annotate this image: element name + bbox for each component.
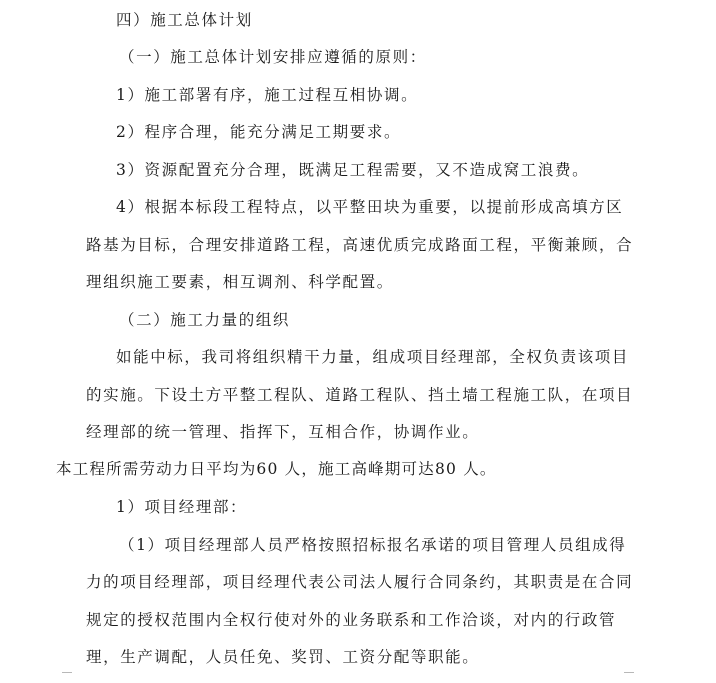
paragraph-line: 经理部的统一管理、指挥下，互相合作，协调作业。 (86, 423, 480, 441)
list-item: 1）项目经理部： (116, 498, 248, 516)
paragraph-line: 规定的授权范围内全权行使对外的业务联系和工作洽谈，对内的行政管 (86, 611, 617, 629)
paragraph-line: 如能中标，我司将组织精干力量，组成项目经理部，全权负责该项目 (116, 348, 630, 366)
page-corner-mark-right (624, 672, 634, 683)
list-item: 4）根据本标段工程特点，以平整田块为重要，以提前形成高填方区 (116, 198, 624, 216)
paragraph-line: 本工程所需劳动力日平均为60 人，施工高峰期可达80 人。 (56, 460, 497, 478)
subsection-heading: （二）施工力量的组织 (119, 311, 291, 329)
paragraph-line: 理，生产调配，人员任免、奖罚、工资分配等职能。 (86, 648, 480, 666)
subsection-heading: （一）施工总体计划安排应遵循的原则： (119, 48, 427, 66)
section-heading: 四）施工总体计划 (116, 11, 253, 29)
list-item: 3）资源配置充分合理，既满足工程需要，又不造成窝工浪费。 (116, 161, 590, 179)
paragraph-line: 的实施。下设土方平整工程队、道路工程队、挡土墙工程施工队，在项目 (86, 386, 634, 404)
paragraph-line: 路基为目标，合理安排道路工程，高速优质完成路面工程，平衡兼顾，合 (86, 236, 634, 254)
paragraph-line: 理组织施工要素，相互调剂、科学配置。 (86, 273, 394, 291)
list-item: 2）程序合理，能充分满足工期要求。 (116, 123, 402, 141)
list-item: （1）项目经理部人员严格按照招标报名承诺的项目管理人员组成得 (119, 536, 627, 554)
list-item: 1）施工部署有序，施工过程互相协调。 (116, 86, 419, 104)
page-corner-mark-left (62, 672, 72, 683)
paragraph-line: 力的项目经理部，项目经理代表公司法人履行合同条约，其职责是在合同 (86, 573, 634, 591)
